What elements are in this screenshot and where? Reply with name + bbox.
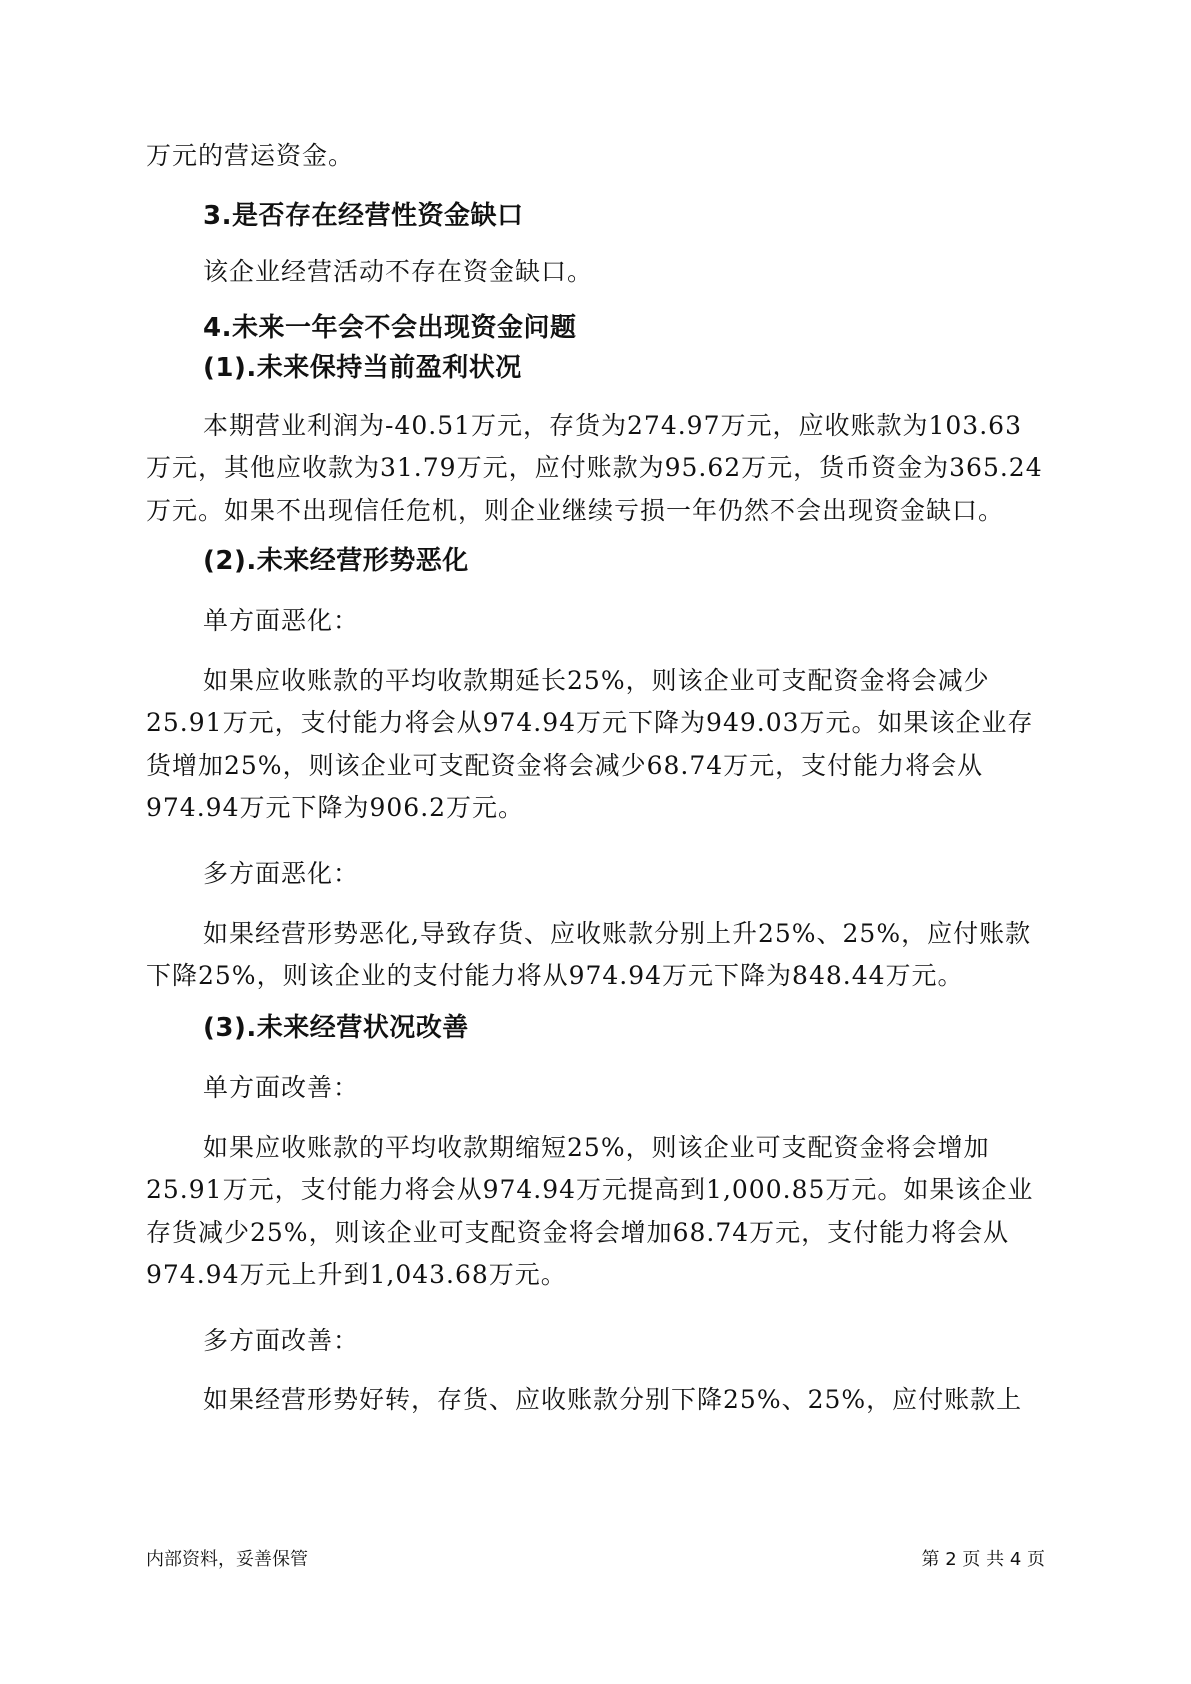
section-heading-3: 3.是否存在经营性资金缺口	[203, 201, 524, 231]
paragraph-line: 如果应收账款的平均收款期延长25%，则该企业可支配资金将会减少	[203, 666, 990, 695]
paragraph-line: 如果应收账款的平均收款期缩短25%，则该企业可支配资金将会增加	[203, 1133, 990, 1162]
paragraph-line: 25.91万元，支付能力将会从974.94万元下降为949.03万元。如果该企业存	[146, 708, 1034, 737]
paragraph-line: 单方面改善：	[203, 1073, 360, 1102]
paragraph-line: 货增加25%，则该企业可支配资金将会减少68.74万元，支付能力将会从	[146, 751, 984, 780]
paragraph-line: 多方面改善：	[203, 1326, 360, 1355]
section-heading-4: 4.未来一年会不会出现资金问题	[203, 313, 577, 343]
paragraph-line: 如果经营形势好转，存货、应收账款分别下降25%、25%，应付账款上	[203, 1385, 1023, 1414]
footer-confidential-note: 内部资料，妥善保管	[146, 1549, 308, 1570]
paragraph-line: 单方面恶化：	[203, 606, 360, 635]
subsection-heading-2: (2).未来经营形势恶化	[203, 546, 469, 576]
footer-page-number: 第 2 页 共 4 页	[921, 1549, 1045, 1570]
paragraph-line: 万元。如果不出现信任危机，则企业继续亏损一年仍然不会出现资金缺口。	[146, 496, 1005, 525]
paragraph-line: 下降25%，则该企业的支付能力将从974.94万元下降为848.44万元。	[146, 961, 964, 990]
subsection-heading-1: (1).未来保持当前盈利状况	[203, 353, 522, 383]
paragraph-line: 974.94万元上升到1,043.68万元。	[146, 1260, 567, 1289]
paragraph-line: 本期营业利润为-40.51万元，存货为274.97万元，应收账款为103.63	[203, 411, 1022, 440]
subsection-heading-3: (3).未来经营状况改善	[203, 1013, 469, 1043]
paragraph-line: 万元的营运资金。	[146, 141, 355, 170]
paragraph-line: 如果经营形势恶化,导致存货、应收账款分别上升25%、25%，应付账款	[203, 919, 1032, 948]
paragraph-line: 存货减少25%，则该企业可支配资金将会增加68.74万元，支付能力将会从	[146, 1218, 1010, 1247]
paragraph-line: 该企业经营活动不存在资金缺口。	[203, 257, 594, 286]
paragraph-line: 多方面恶化：	[203, 859, 360, 888]
paragraph-line: 万元，其他应收款为31.79万元，应付账款为95.62万元，货币资金为365.24	[146, 453, 1043, 482]
paragraph-line: 974.94万元下降为906.2万元。	[146, 793, 525, 822]
paragraph-line: 25.91万元，支付能力将会从974.94万元提高到1,000.85万元。如果该企业	[146, 1175, 1034, 1204]
